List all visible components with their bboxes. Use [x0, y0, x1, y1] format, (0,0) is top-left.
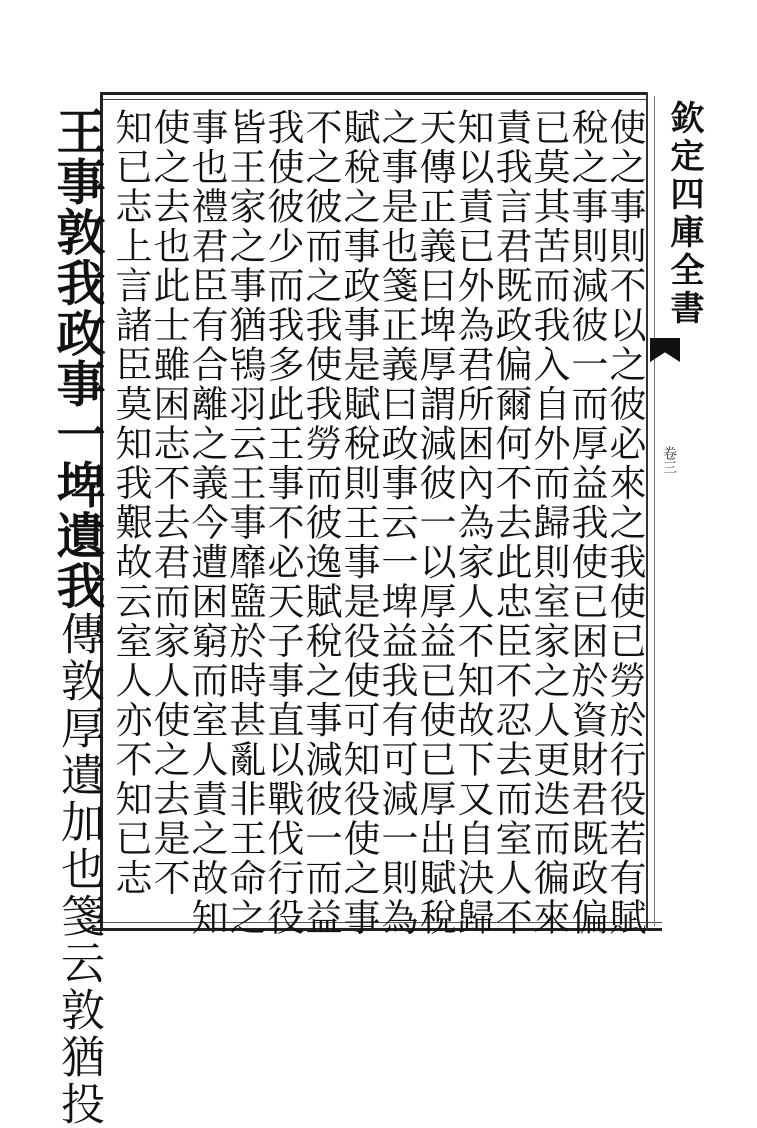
frame-spine-rule [654, 96, 655, 926]
text-column-14: 知已志上言諸臣莫知我艱故云室人亦不知已志 [109, 108, 152, 898]
fish-tail-mark-icon [650, 338, 680, 362]
text-column-12: 事也禮君臣有合離之義今遭困窮而室人責之故知 [185, 108, 228, 938]
frame-right-rule [646, 92, 648, 930]
text-column-11: 皆王家之事猶鴇羽云王事靡盬於時甚亂非王命之 [223, 108, 266, 938]
verse-text: 王事敦我政事一埤遺我 [49, 106, 107, 611]
text-column-4: 責我言君既政偏爾何不去此忠臣不忍去而室人不 [489, 108, 532, 938]
text-column-9: 不之彼而之我使我勞而彼逸賦稅之事減彼一而益 [299, 108, 342, 938]
text-column-1: 使之事則不以之彼必來之我使已勞於行役若有賦 [603, 108, 646, 938]
text-column-8: 賦稅之事政事是賦稅則王事是役使可知役使之事 [337, 108, 380, 938]
text-column-2: 稅之事則減彼一而厚益我使已困於資財君既政偏 [565, 108, 608, 938]
text-column-5: 知以責已外為君所困內為家人不知故下又自決歸 [451, 108, 494, 938]
volume-label: 卷三 [661, 446, 677, 474]
text-column-10: 我使彼少而我多此王事不必天子事直以戰伐行役 [261, 108, 304, 938]
frame-top-inner-rule [100, 99, 648, 100]
frame-top-rule [100, 92, 648, 95]
text-column-7: 之事是也箋正義曰政事云一埤益我有可減一則為 [375, 108, 418, 938]
main-verse-column [50, 106, 106, 1128]
text-column-6: 天傳正義曰埤厚謂減彼一以厚益已使已厚出賦稅 [413, 108, 456, 938]
text-column-3: 已莫其苦而我入自外而歸則室家之人更迭而徧來 [527, 108, 570, 938]
book-title: 欽定四庫全書 [664, 100, 704, 328]
text-column-13: 使之去也此士雖困志不去君而家人使之去是不 [147, 108, 190, 898]
verse-annotation: 傳敦厚遺加也箋云敦猶投 [53, 611, 104, 1128]
